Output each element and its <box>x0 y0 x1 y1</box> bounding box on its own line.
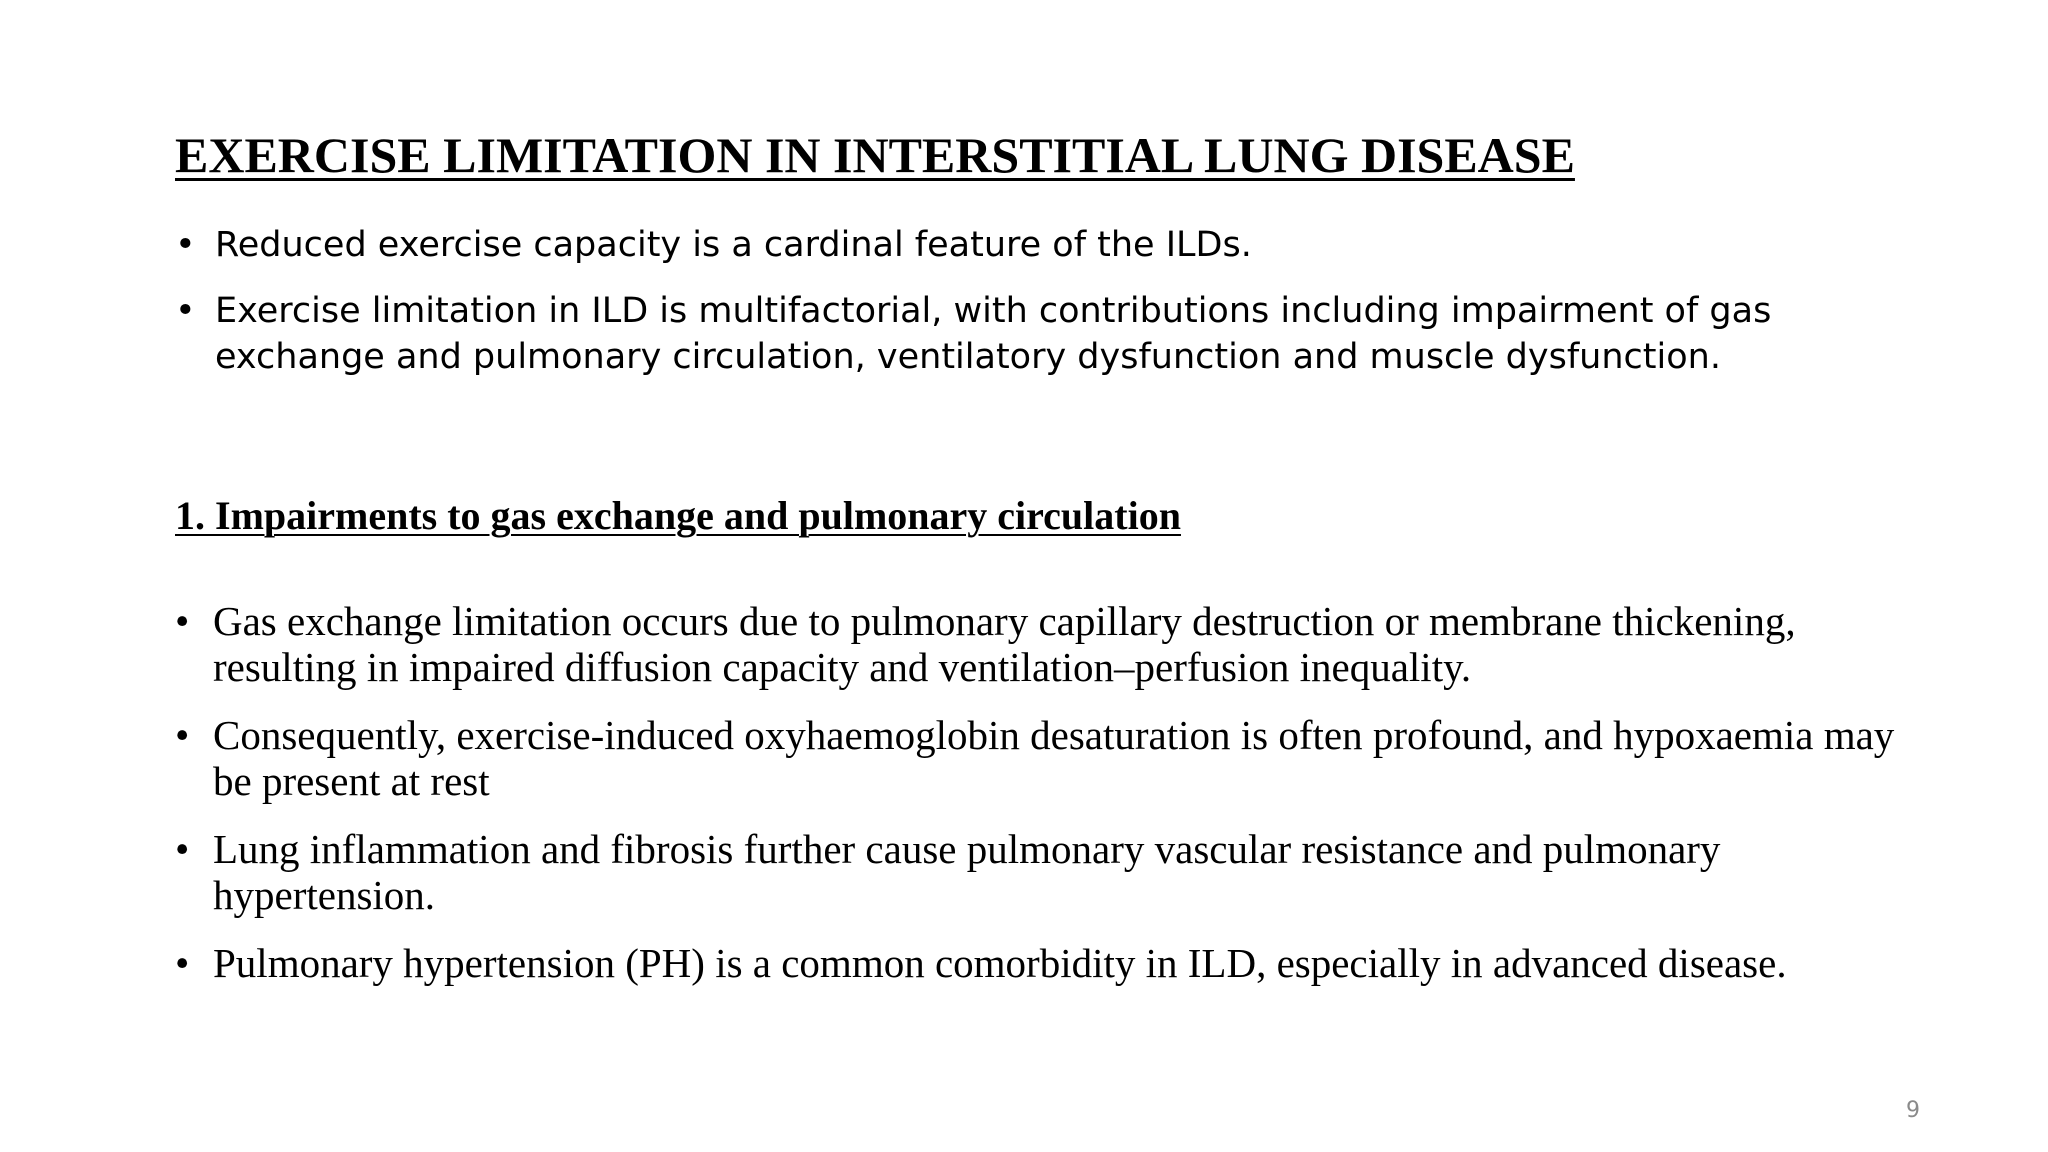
list-item <box>175 712 1935 804</box>
bullet-icon: • <box>175 940 190 986</box>
bullet-text: Gas exchange limitation occurs due to pulmonary capillary destruction or membrane thickening, resulting in impaired diffusion capacity and ventilation–perfusion inequality. <box>213 598 1796 690</box>
list-item <box>175 288 1875 380</box>
list-item <box>175 826 1935 918</box>
section-heading: 1. Impairments to gas exchange and pulmonary circulation <box>175 493 1181 538</box>
list-item <box>175 940 1935 986</box>
bullet-text: Reduced exercise capacity is a cardinal feature of the ILDs. <box>215 225 1252 265</box>
bullet-icon: • <box>175 291 196 331</box>
list-item <box>175 222 1875 268</box>
intro-bullet-list <box>175 222 1875 400</box>
list-item <box>175 598 1935 690</box>
bullet-icon: • <box>175 225 196 265</box>
bullet-text: Exercise limitation in ILD is multifactorial, with contributions including impairment of gas exchange and pulmonary circulation, ventilatory dysfunction and muscle dysfunction. <box>215 291 1772 377</box>
page-number: 9 <box>1906 1098 1920 1123</box>
bullet-icon: • <box>175 712 190 758</box>
bullet-icon: • <box>175 598 190 644</box>
bullet-text: Pulmonary hypertension (PH) is a common comorbidity in ILD, especially in advanced disease. <box>213 940 1787 986</box>
bullet-text: Lung inflammation and fibrosis further cause pulmonary vascular resistance and pulmonary hypertension. <box>213 826 1721 918</box>
bullet-text: Consequently, exercise-induced oxyhaemoglobin desaturation is often profound, and hypoxaemia may be present at rest <box>213 712 1895 804</box>
bullet-icon: • <box>175 826 190 872</box>
section-bullet-list <box>175 598 1935 1008</box>
slide-title: EXERCISE LIMITATION IN INTERSTITIAL LUNG DISEASE <box>175 127 1575 183</box>
